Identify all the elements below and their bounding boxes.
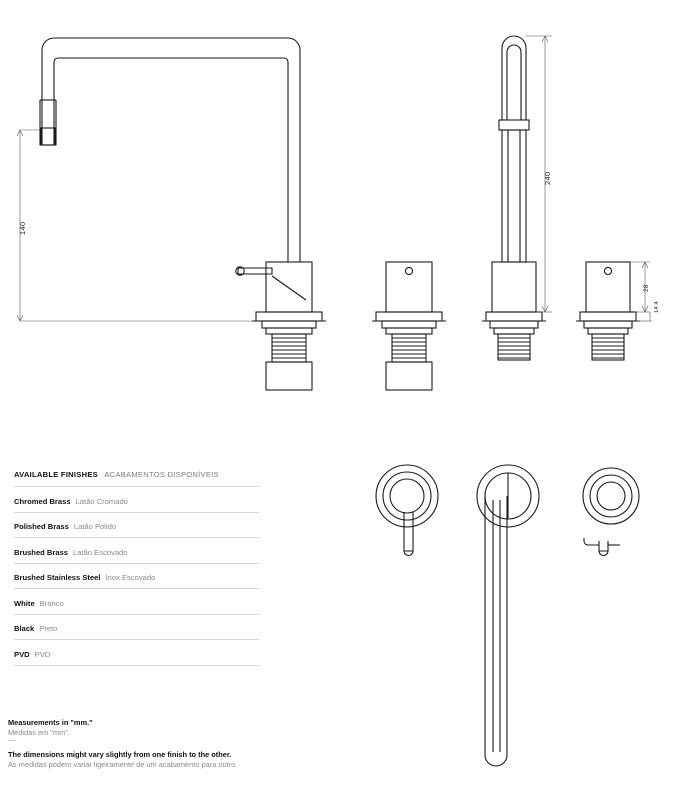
finish-row (14, 615, 259, 641)
note-tolerance-en: The dimensions might vary slightly from one finish to the other. (8, 750, 232, 760)
handle-side-view (576, 262, 640, 360)
finish-name-en: White (14, 598, 35, 608)
finish-name-en: Polished Brass (14, 522, 69, 531)
finish-name-en: Black (14, 624, 35, 633)
available-finishes-table (14, 470, 259, 666)
finish-name-pt: PVD (34, 649, 51, 659)
spout-front-view (40, 38, 300, 262)
finish-name-pt: Latão Cromado (75, 496, 128, 506)
finish-name-pt: Preto (39, 624, 58, 633)
finish-name-en: PVD (14, 649, 30, 659)
finish-row (14, 564, 259, 590)
finishes-title-en: AVAILABLE FINISHES (14, 470, 98, 479)
note-measurements-en: Measurements in "mm." (8, 718, 93, 727)
right-handle-front-view (372, 262, 446, 390)
finish-row (14, 640, 259, 666)
finishes-title-pt: ACABAMENTOS DISPONÍVEIS (104, 470, 219, 479)
finish-name-en: Chromed Brass (14, 496, 71, 506)
finish-row (14, 589, 259, 615)
note-spacer (8, 742, 328, 750)
note-tolerance-pt: As medidas podem variar ligeiramente de um acabamento para outro. (8, 760, 238, 770)
finishes-header (14, 470, 259, 487)
dimension-label-handle-base: 14.4 (654, 301, 660, 313)
dimension-label-spout-height: 140 (18, 221, 27, 235)
spout-side-view (482, 36, 546, 360)
finish-row (14, 538, 259, 564)
dimension-label-overall-height: 240 (543, 171, 552, 185)
dimension-label-handle-height: 28 (643, 284, 650, 292)
top-view (376, 465, 639, 766)
finish-row (14, 513, 259, 539)
note-divider: — (8, 734, 16, 744)
finish-name-pt: Inox Escovado (105, 573, 156, 582)
finish-name-pt: Latão Escovado (73, 547, 128, 557)
finish-name-en: Brushed Brass (14, 547, 69, 557)
note-measurements-pt: Medidas em "mm". (8, 727, 70, 737)
finish-name-en: Brushed Stainless Steel (14, 573, 101, 582)
dimension-lines (17, 36, 652, 321)
finish-row (14, 487, 259, 513)
finish-name-pt: Branco (39, 598, 64, 608)
finish-name-pt: Latão Polido (73, 522, 117, 531)
drawing-notes (8, 718, 328, 770)
left-handle-front-view (236, 262, 326, 390)
